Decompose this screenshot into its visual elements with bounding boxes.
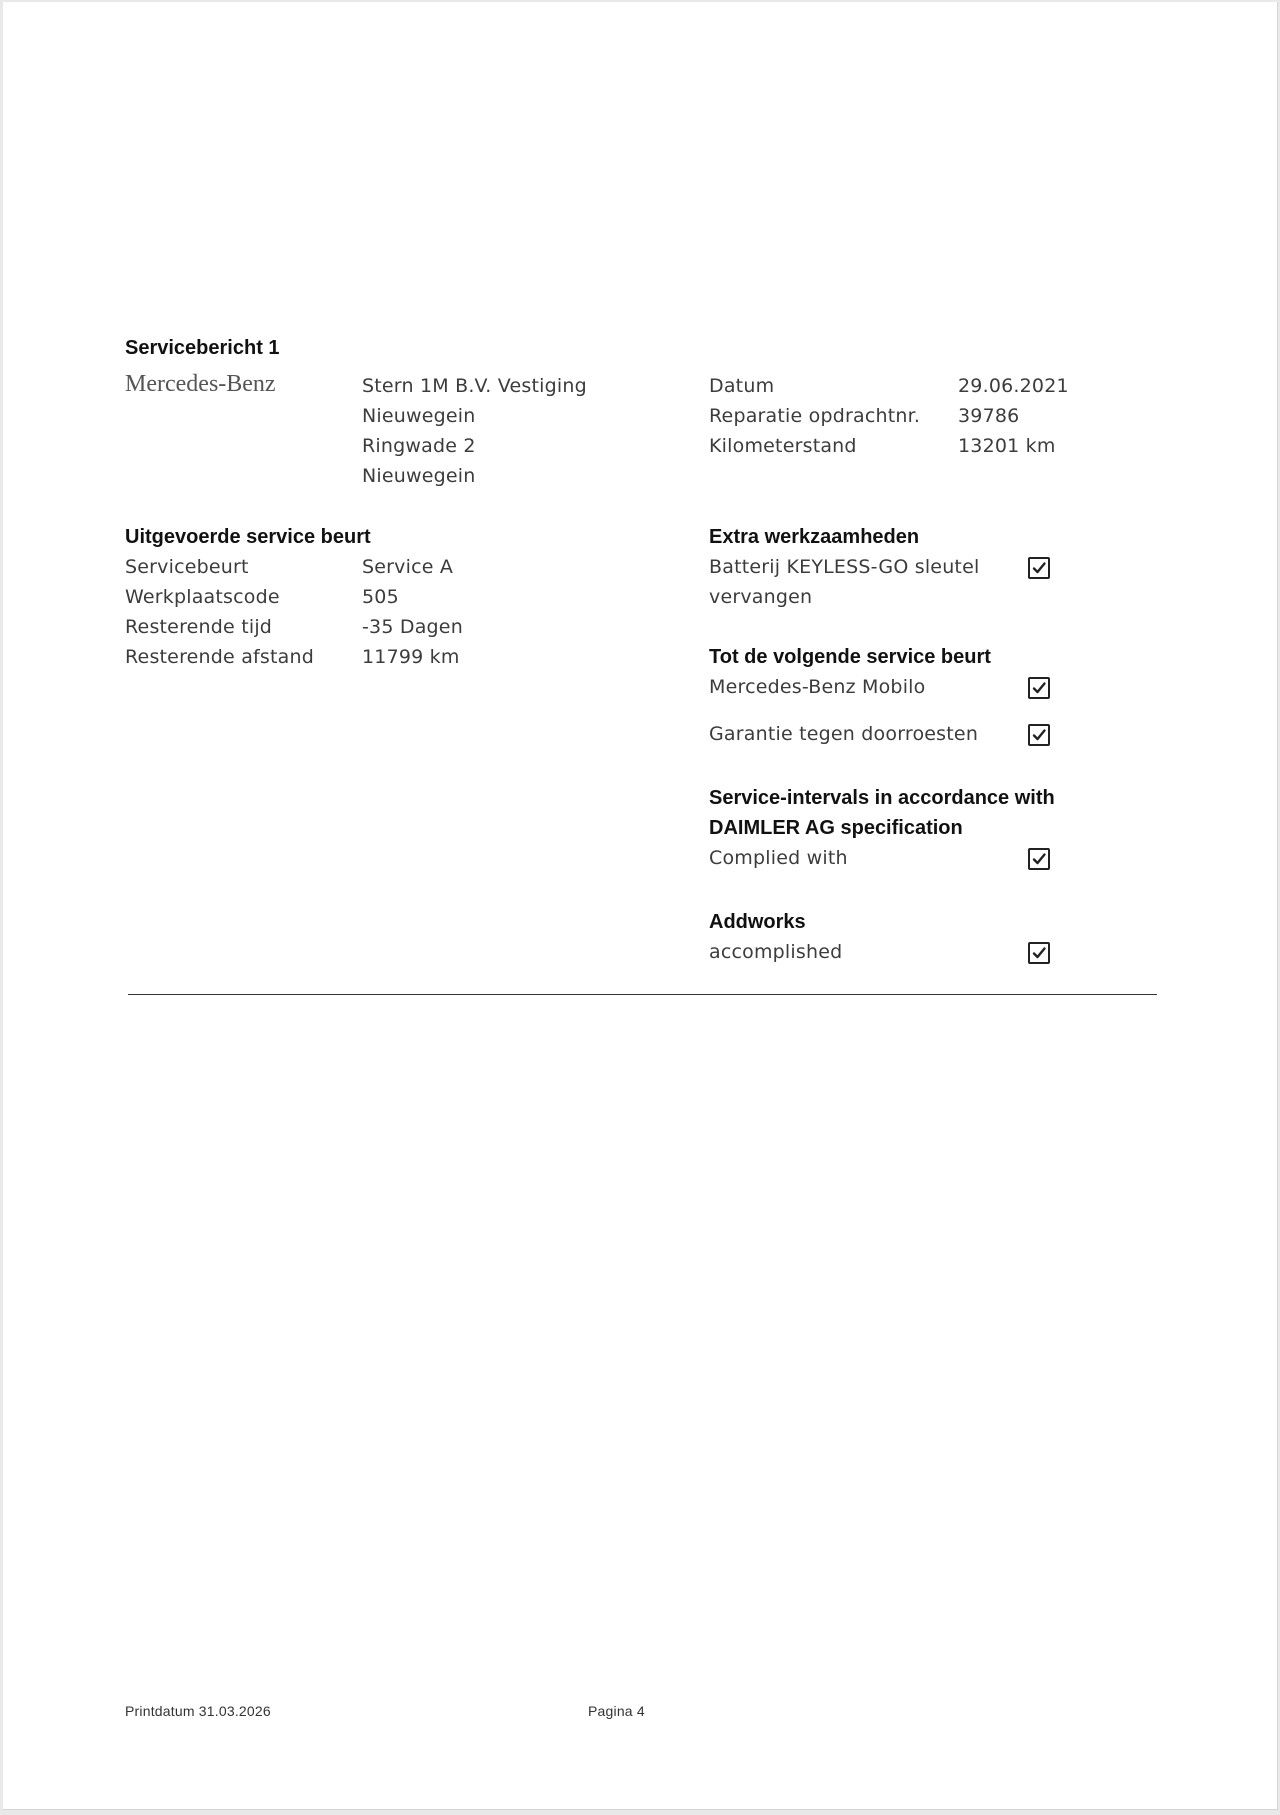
checkbox-checked-icon <box>1028 942 1050 964</box>
service-row-value: 505 <box>362 586 399 608</box>
service-heading: Uitgevoerde service beurt <box>125 526 371 548</box>
extra-work-item-cont: vervangen <box>709 586 813 608</box>
addworks-heading: Addworks <box>709 911 806 933</box>
dealer-city: Nieuwegein <box>362 405 476 427</box>
next-service-item: Mercedes-Benz Mobilo <box>709 676 926 698</box>
checkbox-checked-icon <box>1028 724 1050 746</box>
date-label: Datum <box>709 375 775 397</box>
brand-logo-text: Mercedes-Benz <box>125 371 276 397</box>
intervals-heading-cont: DAIMLER AG specification <box>709 817 963 839</box>
order-number-label: Reparatie opdrachtnr. <box>709 405 921 427</box>
service-report <box>3 2 1277 1809</box>
page-number: Pagina 4 <box>588 1703 645 1719</box>
service-row-value: -35 Dagen <box>362 616 463 638</box>
service-row-value: 11799 km <box>362 646 460 668</box>
document-page <box>3 2 1278 1810</box>
checkbox-checked-icon <box>1028 677 1050 699</box>
dealer-name: Stern 1M B.V. Vestiging <box>362 375 587 397</box>
next-service-item: Garantie tegen doorroesten <box>709 723 979 745</box>
service-row-label: Resterende afstand <box>125 646 315 668</box>
intervals-heading: Service-intervals in accordance with <box>709 787 1055 809</box>
service-row-label: Servicebeurt <box>125 556 249 578</box>
order-number-value: 39786 <box>958 405 1020 427</box>
report-title: Servicebericht 1 <box>125 337 280 359</box>
mileage-label: Kilometerstand <box>709 435 857 457</box>
intervals-item: Complied with <box>709 847 848 869</box>
print-date: Printdatum 31.03.2026 <box>125 1703 271 1719</box>
section-divider <box>128 994 1157 995</box>
dealer-city-2: Nieuwegein <box>362 465 476 487</box>
addworks-item: accomplished <box>709 941 843 963</box>
checkbox-checked-icon <box>1028 848 1050 870</box>
extra-work-heading: Extra werkzaamheden <box>709 526 920 548</box>
service-row-label: Resterende tijd <box>125 616 273 638</box>
service-row-label: Werkplaatscode <box>125 586 280 608</box>
mileage-value: 13201 km <box>958 435 1056 457</box>
service-row-value: Service A <box>362 556 454 578</box>
checkbox-checked-icon <box>1028 557 1050 579</box>
next-service-heading: Tot de volgende service beurt <box>709 646 991 668</box>
extra-work-item: Batterij KEYLESS-GO sleutel <box>709 556 980 578</box>
dealer-street: Ringwade 2 <box>362 435 476 457</box>
date-value: 29.06.2021 <box>958 375 1069 397</box>
